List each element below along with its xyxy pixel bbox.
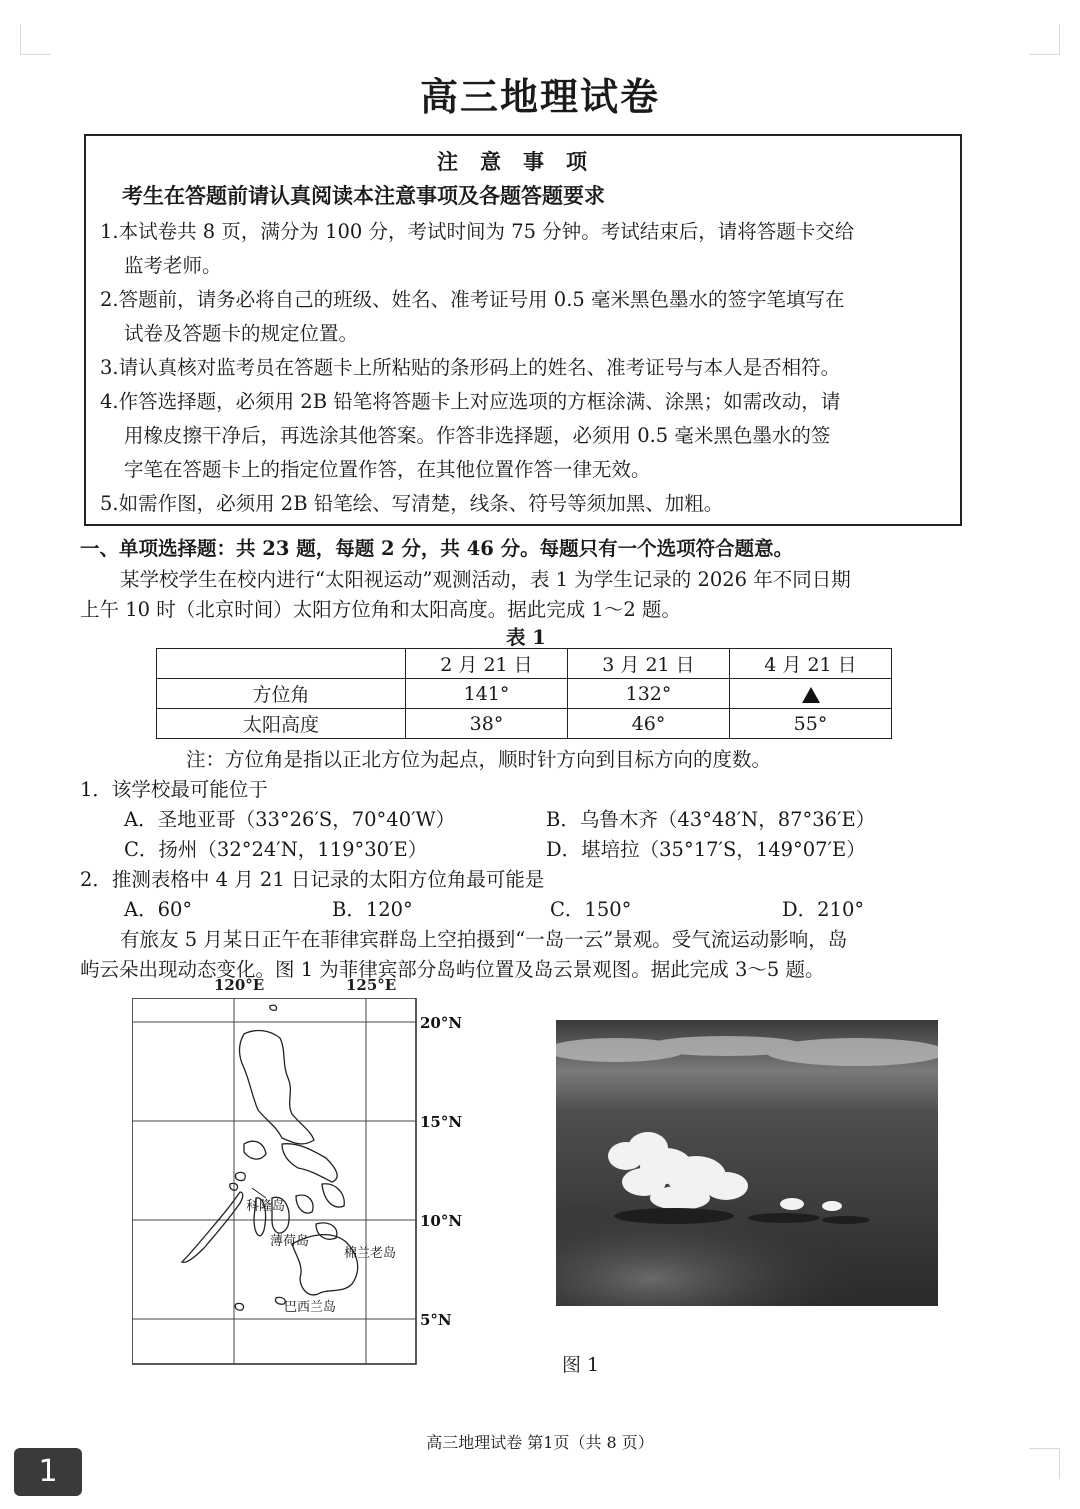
lon-label-125e: 125°E	[346, 976, 397, 994]
q2-option-a: A．60°	[124, 898, 193, 921]
page-footer: 高三地理试卷 第1页（共 8 页）	[426, 1433, 654, 1452]
table-header-cell: 2 月 21 日	[406, 649, 568, 679]
q2-option-c: C．150°	[550, 898, 632, 921]
place-label-bohol: 薄荷岛	[270, 1234, 310, 1249]
notice-line: 字笔在答题卡上的指定位置作答，在其他位置作答一律无效。	[124, 458, 651, 481]
notice-heading: 注意事项	[437, 149, 609, 174]
island-cloud-photo	[556, 1020, 938, 1306]
crop-mark-top-left	[20, 24, 51, 55]
table-header-cell: 3 月 21 日	[568, 649, 730, 679]
lat-label: 15°N	[420, 1113, 463, 1131]
notice-line: 4.作答选择题，必须用 2B 铅笔将答题卡上对应选项的方框涂满、涂黑；如需改动，请	[100, 390, 841, 413]
triangle-icon	[802, 687, 820, 703]
crop-mark-top-right	[1029, 24, 1060, 55]
table-cell	[730, 679, 892, 709]
table-header-row	[157, 649, 892, 679]
page-title: 高三地理试卷	[419, 74, 660, 119]
row-label: 太阳高度	[157, 709, 406, 739]
notice-line: 1.本试卷共 8 页，满分为 100 分，考试时间为 75 分钟。考试结束后，请将答题卡交给	[100, 220, 855, 243]
notice-line: 2.答题前，请务必将自己的班级、姓名、准考证号用 0.5 毫米黑色墨水的签字笔填写在	[100, 288, 845, 311]
sun-data-table	[156, 648, 892, 739]
intro-text: 上午 10 时（北京时间）太阳方位角和太阳高度。据此完成 1～2 题。	[80, 598, 681, 621]
question-2-stem: 2．推测表格中 4 月 21 日记录的太阳方位角最可能是	[80, 868, 545, 891]
table-cell: 132°	[568, 679, 730, 709]
table-header-cell	[157, 649, 406, 679]
question-1-stem: 1．该学校最可能位于	[80, 778, 268, 801]
q1-option-a: A．圣地亚哥（33°26′S，70°40′W）	[124, 808, 456, 831]
place-label-mindanao: 棉兰老岛	[344, 1246, 397, 1261]
table-note: 注：方位角是指以正北方位为起点，顺时针方向到目标方向的度数。	[186, 748, 772, 771]
place-label-basilan: 巴西兰岛	[284, 1300, 337, 1315]
lat-label: 20°N	[420, 1014, 463, 1032]
island-outlines	[182, 1005, 358, 1310]
q2-option-b: B．120°	[332, 898, 413, 921]
table-cell: 46°	[568, 709, 730, 739]
lat-label: 5°N	[420, 1311, 452, 1329]
table-header-cell: 4 月 21 日	[730, 649, 892, 679]
notice-line: 3.请认真核对监考员在答题卡上所粘贴的条形码上的姓名、准考证号与本人是否相符。	[100, 356, 841, 379]
figure-caption: 图 1	[562, 1354, 600, 1376]
q1-option-d: D．堪培拉（35°17′S，149°07′E）	[546, 838, 866, 861]
notice-box	[84, 134, 962, 526]
lon-label-120e: 120°E	[214, 976, 265, 994]
notice-line: 用橡皮擦干净后，再选涂其他答案。作答非选择题，必须用 0.5 毫米黑色墨水的签	[124, 424, 831, 447]
table-cell: 141°	[406, 679, 568, 709]
table-caption: 表 1	[506, 626, 546, 649]
q2-option-d: D．210°	[782, 898, 865, 921]
notice-subheading: 考生在答题前请认真阅读本注意事项及各题答题要求	[122, 183, 605, 208]
table-cell: 38°	[406, 709, 568, 739]
notice-line: 5.如需作图，必须用 2B 铅笔绘、写清楚，线条、符号等须加黑、加粗。	[100, 492, 724, 515]
notice-line: 监考老师。	[124, 254, 222, 277]
intro-text: 屿云朵出现动态变化。图 1 为菲律宾部分岛屿位置及岛云景观图。据此完成 3～5 题。	[80, 958, 825, 981]
notice-line: 试卷及答题卡的规定位置。	[124, 322, 359, 345]
table-row	[157, 679, 892, 709]
table-row	[157, 709, 892, 739]
intro-text: 某学校学生在校内进行“太阳视运动”观测活动，表 1 为学生记录的 2026 年不同日期	[120, 568, 851, 591]
place-label-coron: 科隆岛	[246, 1199, 286, 1214]
q1-option-b: B．乌鲁木齐（43°48′N，87°36′E）	[546, 808, 876, 831]
map-frame	[132, 998, 416, 1364]
table-cell: 55°	[730, 709, 892, 739]
intro-text: 有旅友 5 月某日正午在菲律宾群岛上空拍摄到“一岛一云”景观。受气流运动影响，岛	[120, 928, 848, 951]
q1-option-c: C．扬州（32°24′N，119°30′E）	[124, 838, 428, 861]
row-label: 方位角	[157, 679, 406, 709]
section-heading: 一、单项选择题：共 23 题，每题 2 分，共 46 分。每题只有一个选项符合题意。	[80, 537, 794, 560]
callout-line	[252, 1188, 266, 1198]
lat-label: 10°N	[420, 1212, 463, 1230]
philippines-map	[132, 998, 482, 1368]
page-number-badge[interactable]: 1	[14, 1448, 82, 1496]
